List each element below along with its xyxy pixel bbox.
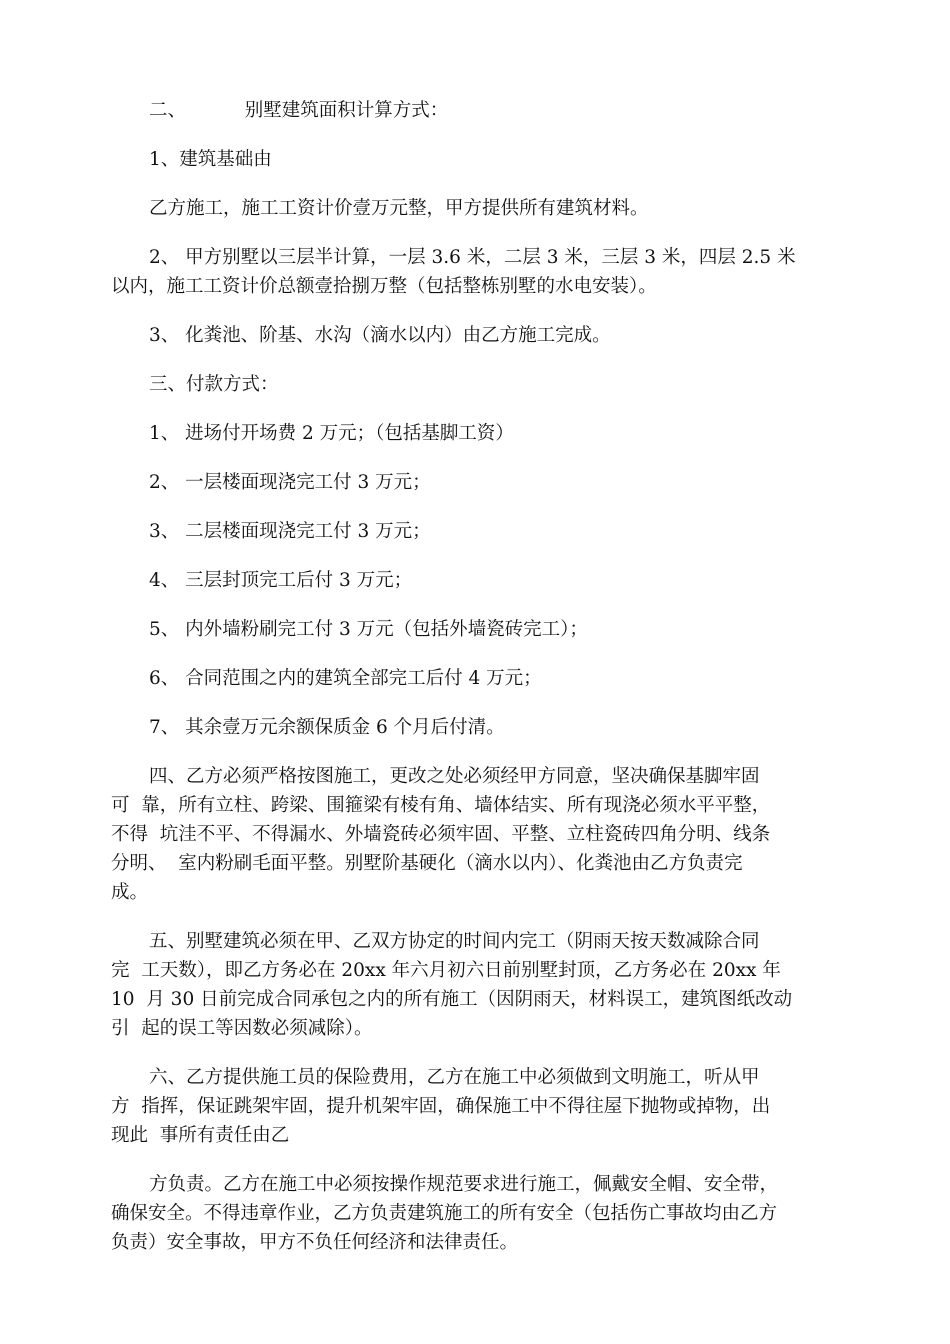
payment-item: 1、 进场付开场费 2 万元；（包括基脚工资） xyxy=(149,423,514,444)
payment-item: 2、 一层楼面现浇完工付 3 万元； xyxy=(149,472,431,493)
section-6-paragraph xyxy=(111,1063,841,1150)
section-2-item-1-title: 1、建筑基础由 xyxy=(149,149,272,170)
section-5-paragraph xyxy=(111,927,841,1043)
section-2-item-2 xyxy=(111,243,841,301)
paragraph-line: 分明、 室内粉刷毛面平整。别墅阶基硬化（滴水以内）、化粪池由乙方负责完 xyxy=(111,853,743,874)
paragraph-line: 负责）安全事故，甲方不负任何经济和法律责任。 xyxy=(111,1232,519,1253)
payment-item: 3、 二层楼面现浇完工付 3 万元； xyxy=(149,521,431,542)
paragraph-line: 引 起的误工等因数必须减除）。 xyxy=(111,1018,373,1039)
paragraph-line: 成。 xyxy=(111,882,149,903)
paragraph-line: 五、别墅建筑必须在甲、乙双方协定的时间内完工（阴雨天按天数减除合同 xyxy=(149,931,760,952)
section-3-heading: 三、付款方式： xyxy=(149,374,279,395)
paragraph-line: 10 月 30 日前完成合同承包之内的所有施工（因阴雨天，材料误工，建筑图纸改动 xyxy=(111,989,793,1010)
paragraph-line: 方 指挥，保证跳架牢固，提升机架牢固，确保施工中不得往屋下抛物或掉物，出 xyxy=(111,1096,771,1117)
paragraph-line: 完 工天数），即乙方务必在 20xx 年六月初六日前别墅封顶，乙方务必在 20xx 年 xyxy=(111,960,781,981)
section-2-heading: 二、 别墅建筑面积计算方式： xyxy=(149,100,449,121)
paragraph-line: 方负责。乙方在施工中必须按操作规范要求进行施工，佩戴安全帽、安全带， xyxy=(149,1174,779,1195)
payment-item: 4、 三层封顶完工后付 3 万元； xyxy=(149,570,413,591)
section-2-item-1-body: 乙方施工，施工工资计价壹万元整，甲方提供所有建筑材料。 xyxy=(149,198,649,219)
payment-item: 7、 其余壹万元余额保质金 6 个月后付清。 xyxy=(149,717,505,738)
paragraph-line: 2、 甲方别墅以三层半计算，一层 3.6 米，二层 3 米，三层 3 米，四层 2.5 米 xyxy=(149,247,796,268)
payment-item: 6、 合同范围之内的建筑全部完工后付 4 万元； xyxy=(149,668,542,689)
section-4-paragraph xyxy=(111,762,841,907)
paragraph-line: 可 靠，所有立柱、跨梁、围箍梁有棱有角、墙体结实、所有现浇必须水平平整， xyxy=(111,795,771,816)
paragraph-line: 六、乙方提供施工员的保险费用，乙方在施工中必须做到文明施工，听从甲 xyxy=(149,1067,760,1088)
paragraph-line: 不得 坑洼不平、不得漏水、外墙瓷砖必须牢固、平整、立柱瓷砖四角分明、线条 xyxy=(111,824,771,845)
paragraph-line: 以内，施工工资计价总额壹拾捌万整（包括整栋别墅的水电安装）。 xyxy=(111,276,657,297)
payment-item: 5、 内外墙粉刷完工付 3 万元（包括外墙瓷砖完工）； xyxy=(149,619,588,640)
paragraph-line: 四、乙方必须严格按图施工，更改之处必须经甲方同意，坚决确保基脚牢固 xyxy=(149,766,760,787)
paragraph-line: 现此 事所有责任由乙 xyxy=(111,1125,290,1146)
document-page xyxy=(111,96,841,1257)
section-2-item-3: 3、 化粪池、阶基、水沟（滴水以内）由乙方施工完成。 xyxy=(149,325,611,346)
paragraph-line: 确保安全。不得违章作业，乙方负责建筑施工的所有安全（包括伤亡事故均由乙方 xyxy=(111,1203,778,1224)
section-6-continuation xyxy=(111,1170,841,1257)
